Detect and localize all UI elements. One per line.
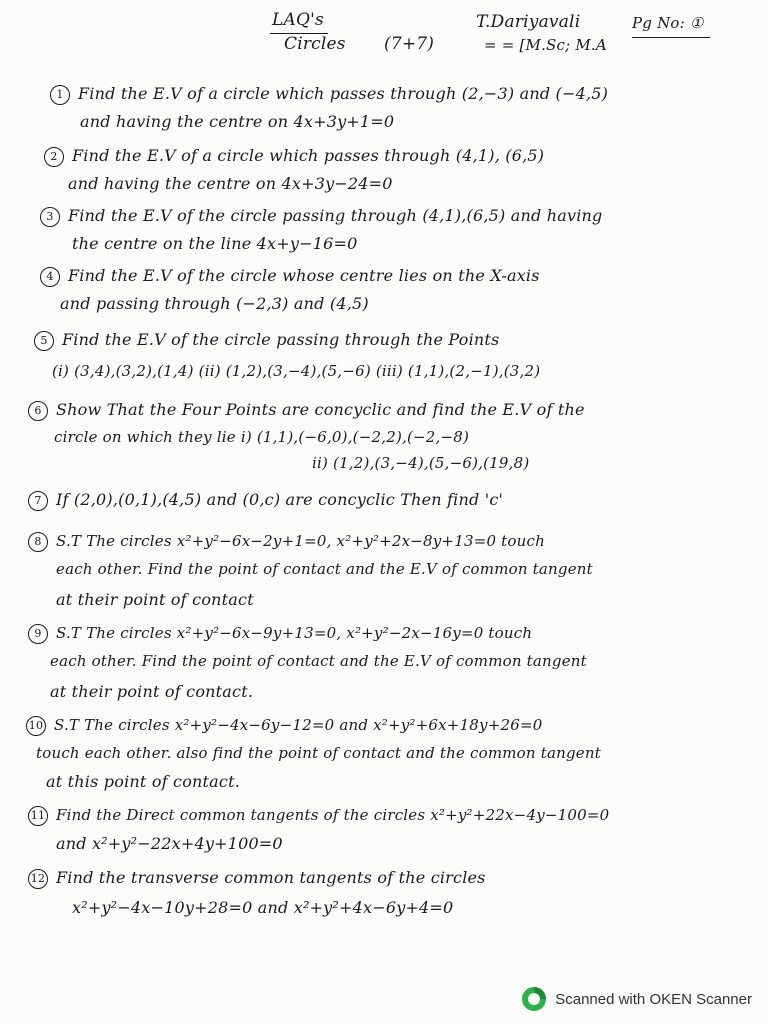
question-12-line-2: x²+y²−4x−10y+28=0 and x²+y²+4x−6y+4=0 bbox=[72, 898, 454, 917]
page-number-underline bbox=[632, 37, 710, 38]
question-5-line-1: 5 Find the E.V of the circle passing through the Points bbox=[34, 330, 499, 351]
question-6-line-2: circle on which they lie i) (1,1),(−6,0),(−2,2),(−2,−8) bbox=[54, 428, 470, 446]
question-number: 3 bbox=[40, 207, 60, 227]
question-2-line-2: and having the centre on 4x+3y−24=0 bbox=[68, 174, 393, 193]
question-number: 4 bbox=[40, 267, 60, 287]
question-10-line-2: touch each other. also find the point of contact and the common tangent bbox=[36, 744, 601, 762]
question-number: 7 bbox=[28, 491, 48, 511]
author-qualification: = = [M.Sc; M.A bbox=[484, 36, 607, 54]
question-1-line-2: and having the centre on 4x+3y+1=0 bbox=[80, 112, 395, 131]
marks: (7+7) bbox=[384, 34, 435, 54]
question-10-line-1: 10 S.T The circles x²+y²−4x−6y−12=0 and x²+y²+6x+18y+26=0 bbox=[26, 716, 543, 736]
question-number: 12 bbox=[28, 869, 48, 889]
question-number: 1 bbox=[50, 85, 70, 105]
question-10-line-3: at this point of contact. bbox=[46, 772, 240, 791]
question-3-line-1: 3 Find the E.V of the circle passing through (4,1),(6,5) and having bbox=[40, 206, 603, 227]
question-9-line-2: each other. Find the point of contact and the E.V of common tangent bbox=[50, 652, 587, 670]
scanner-watermark-text: Scanned with OKEN Scanner bbox=[555, 990, 752, 1008]
author-name: T.Dariyavali bbox=[476, 12, 581, 32]
question-8-line-2: each other. Find the point of contact and the E.V of common tangent bbox=[56, 560, 593, 578]
question-number: 9 bbox=[28, 624, 48, 644]
question-1-line-1: 1 Find the E.V of a circle which passes through (2,−3) and (−4,5) bbox=[50, 84, 608, 105]
question-number: 6 bbox=[28, 401, 48, 421]
page-number: Pg No: ① bbox=[632, 14, 704, 32]
question-7-line-1: 7 If (2,0),(0,1),(4,5) and (0,c) are concyclic Then find 'c' bbox=[28, 490, 503, 511]
question-9-line-3: at their point of contact. bbox=[50, 682, 254, 701]
question-5-line-2: (i) (3,4),(3,2),(1,4) (ii) (1,2),(3,−4),(5,−6) (iii) (1,1),(2,−1),(3,2) bbox=[52, 362, 541, 380]
question-6-line-3: ii) (1,2),(3,−4),(5,−6),(19,8) bbox=[312, 454, 530, 472]
oken-scanner-logo-icon bbox=[521, 986, 547, 1012]
question-8-line-3: at their point of contact bbox=[56, 590, 254, 609]
question-number: 11 bbox=[28, 806, 48, 826]
question-3-line-2: the centre on the line 4x+y−16=0 bbox=[72, 234, 358, 253]
scanner-footer bbox=[521, 986, 752, 1012]
page-title: LAQ's bbox=[272, 10, 324, 30]
question-number: 5 bbox=[34, 331, 54, 351]
question-6-line-1: 6 Show That the Four Points are concyclic and find the E.V of the bbox=[28, 400, 585, 421]
page-subtitle: Circles bbox=[284, 34, 346, 54]
question-number: 10 bbox=[26, 716, 46, 736]
question-9-line-1: 9 S.T The circles x²+y²−6x−9y+13=0, x²+y²−2x−16y=0 touch bbox=[28, 624, 532, 644]
question-11-line-2: and x²+y²−22x+4y+100=0 bbox=[56, 834, 283, 853]
question-4-line-1: 4 Find the E.V of the circle whose centre lies on the X-axis bbox=[40, 266, 540, 287]
question-8-line-1: 8 S.T The circles x²+y²−6x−2y+1=0, x²+y²+2x−8y+13=0 touch bbox=[28, 532, 545, 552]
question-2-line-1: 2 Find the E.V of a circle which passes through (4,1), (6,5) bbox=[44, 146, 544, 167]
question-12-line-1: 12 Find the transverse common tangents of the circles bbox=[28, 868, 486, 889]
question-11-line-1: 11 Find the Direct common tangents of the circles x²+y²+22x−4y−100=0 bbox=[28, 806, 609, 826]
question-number: 8 bbox=[28, 532, 48, 552]
question-4-line-2: and passing through (−2,3) and (4,5) bbox=[60, 294, 369, 313]
question-number: 2 bbox=[44, 147, 64, 167]
